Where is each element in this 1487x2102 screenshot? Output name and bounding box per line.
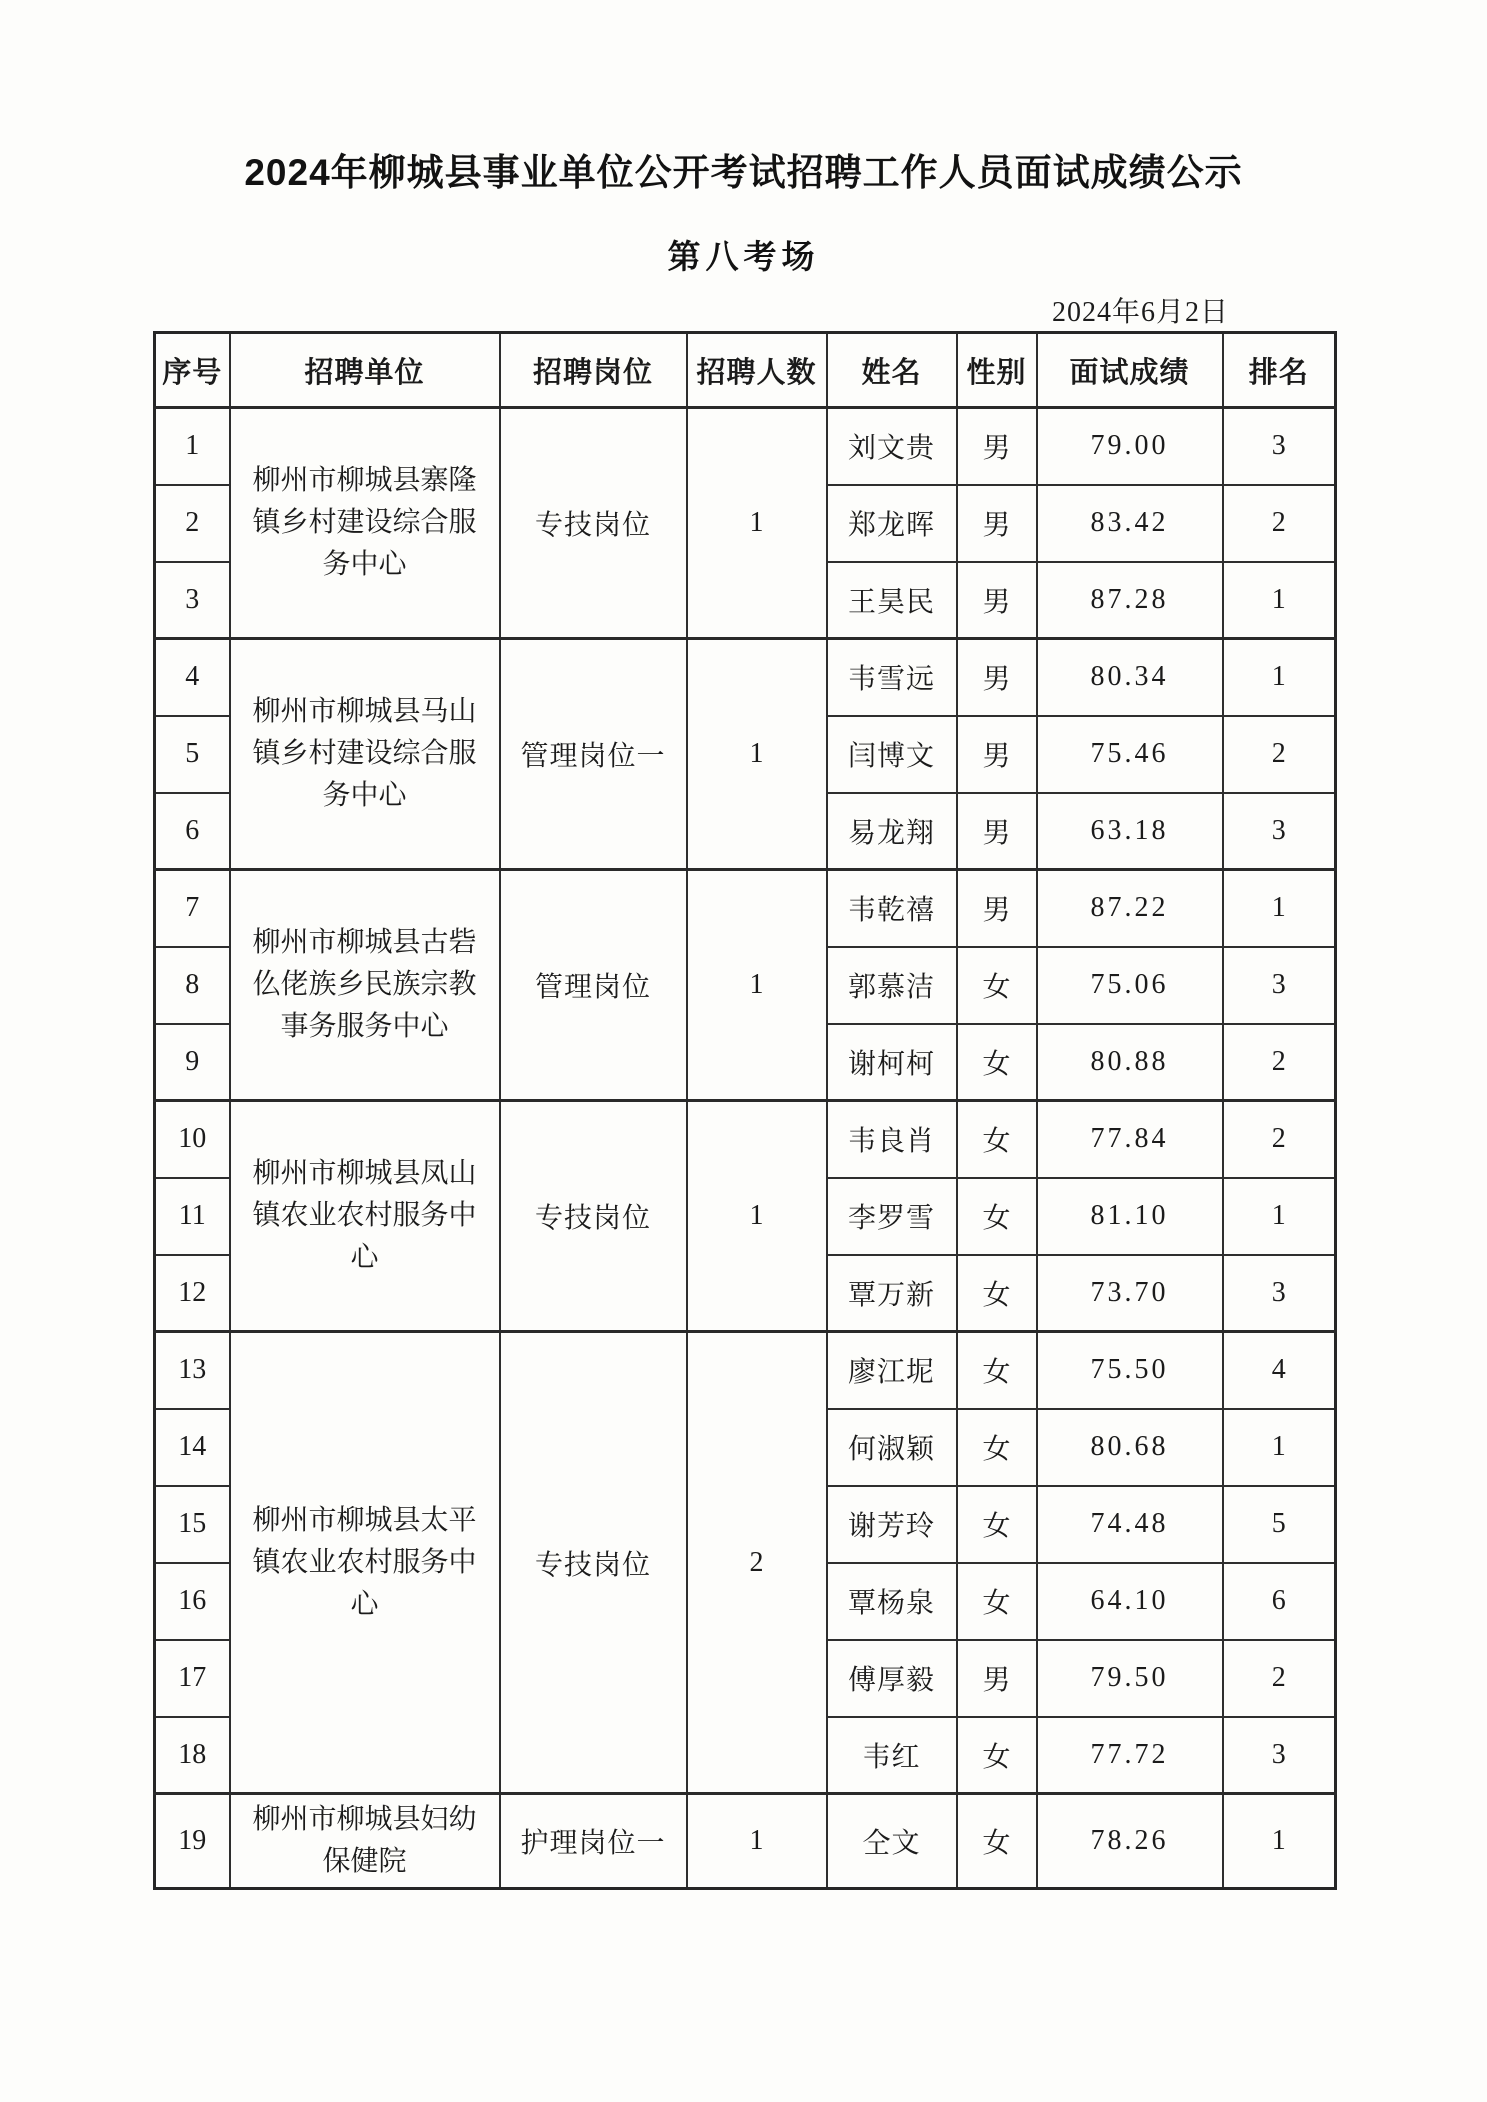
cell-score: 75.06 [1037, 947, 1223, 1024]
cell-score: 64.10 [1037, 1563, 1223, 1640]
cell-index: 15 [155, 1486, 230, 1563]
table-row [155, 639, 1336, 716]
cell-index: 13 [155, 1332, 230, 1409]
cell-gender: 女 [957, 1255, 1037, 1332]
cell-score: 78.26 [1037, 1794, 1223, 1889]
cell-rank: 3 [1223, 1255, 1336, 1332]
cell-name: 廖江坭 [827, 1332, 957, 1409]
cell-unit: 柳州市柳城县太平镇农业农村服务中心 [230, 1332, 500, 1794]
cell-gender: 男 [957, 485, 1037, 562]
col-header-position: 招聘岗位 [500, 333, 687, 408]
cell-gender: 女 [957, 1563, 1037, 1640]
cell-score: 75.46 [1037, 716, 1223, 793]
cell-name: 易龙翔 [827, 793, 957, 870]
cell-index: 19 [155, 1794, 230, 1889]
cell-quota: 1 [687, 408, 827, 639]
cell-unit: 柳州市柳城县古砦仫佬族乡民族宗教事务服务中心 [230, 870, 500, 1101]
cell-rank: 1 [1223, 1178, 1336, 1255]
cell-rank: 1 [1223, 1794, 1336, 1889]
cell-index: 11 [155, 1178, 230, 1255]
cell-gender: 男 [957, 639, 1037, 716]
exam-room-subtitle: 第八考场 [667, 238, 820, 275]
cell-unit: 柳州市柳城县凤山镇农业农村服务中心 [230, 1101, 500, 1332]
cell-quota: 2 [687, 1332, 827, 1794]
cell-index: 3 [155, 562, 230, 639]
header-row [155, 333, 1336, 408]
cell-rank: 1 [1223, 870, 1336, 947]
cell-name: 谢柯柯 [827, 1024, 957, 1101]
cell-rank: 1 [1223, 1409, 1336, 1486]
cell-index: 18 [155, 1717, 230, 1794]
cell-index: 9 [155, 1024, 230, 1101]
table-row [155, 408, 1336, 485]
cell-gender: 男 [957, 870, 1037, 947]
cell-index: 5 [155, 716, 230, 793]
cell-index: 4 [155, 639, 230, 716]
cell-quota: 1 [687, 1101, 827, 1332]
cell-name: 刘文贵 [827, 408, 957, 485]
cell-score: 73.70 [1037, 1255, 1223, 1332]
cell-name: 王昊民 [827, 562, 957, 639]
col-header-unit: 招聘单位 [230, 333, 500, 408]
cell-score: 80.34 [1037, 639, 1223, 716]
cell-gender: 男 [957, 1640, 1037, 1717]
cell-index: 1 [155, 408, 230, 485]
cell-name: 谢芳玲 [827, 1486, 957, 1563]
cell-gender: 男 [957, 408, 1037, 485]
col-header-name: 姓名 [827, 333, 957, 408]
cell-position: 管理岗位 [500, 870, 687, 1101]
cell-index: 16 [155, 1563, 230, 1640]
cell-rank: 2 [1223, 485, 1336, 562]
cell-rank: 4 [1223, 1332, 1336, 1409]
cell-gender: 女 [957, 1486, 1037, 1563]
cell-name: 郑龙晖 [827, 485, 957, 562]
cell-score: 77.72 [1037, 1717, 1223, 1794]
cell-score: 80.88 [1037, 1024, 1223, 1101]
cell-score: 83.42 [1037, 485, 1223, 562]
cell-gender: 女 [957, 947, 1037, 1024]
table-row [155, 1101, 1336, 1178]
cell-index: 12 [155, 1255, 230, 1332]
cell-index: 6 [155, 793, 230, 870]
cell-score: 74.48 [1037, 1486, 1223, 1563]
cell-name: 何淑颖 [827, 1409, 957, 1486]
cell-name: 李罗雪 [827, 1178, 957, 1255]
cell-index: 14 [155, 1409, 230, 1486]
cell-position: 管理岗位一 [500, 639, 687, 870]
cell-position: 护理岗位一 [500, 1794, 687, 1889]
cell-score: 80.68 [1037, 1409, 1223, 1486]
cell-rank: 3 [1223, 793, 1336, 870]
cell-name: 韦红 [827, 1717, 957, 1794]
publish-date: 2024年6月2日 [1051, 297, 1229, 328]
cell-name: 郭慕洁 [827, 947, 957, 1024]
col-header-rank: 排名 [1223, 333, 1336, 408]
col-header-score: 面试成绩 [1037, 333, 1223, 408]
cell-index: 8 [155, 947, 230, 1024]
cell-position: 专技岗位 [500, 1332, 687, 1794]
cell-name: 闫博文 [827, 716, 957, 793]
cell-gender: 男 [957, 716, 1037, 793]
cell-name: 韦乾禧 [827, 870, 957, 947]
cell-rank: 3 [1223, 408, 1336, 485]
cell-name: 覃万新 [827, 1255, 957, 1332]
cell-score: 87.28 [1037, 562, 1223, 639]
col-header-index: 序号 [155, 333, 230, 408]
cell-quota: 1 [687, 870, 827, 1101]
col-header-quota: 招聘人数 [687, 333, 827, 408]
cell-index: 10 [155, 1101, 230, 1178]
cell-gender: 女 [957, 1024, 1037, 1101]
cell-rank: 6 [1223, 1563, 1336, 1640]
cell-quota: 1 [687, 639, 827, 870]
page-title: 2024年柳城县事业单位公开考试招聘工作人员面试成绩公示 [244, 152, 1243, 193]
table-row [155, 1332, 1336, 1409]
table-row [155, 870, 1336, 947]
cell-score: 63.18 [1037, 793, 1223, 870]
cell-gender: 男 [957, 562, 1037, 639]
cell-rank: 2 [1223, 716, 1336, 793]
cell-name: 韦良肖 [827, 1101, 957, 1178]
table-row [155, 1794, 1336, 1889]
cell-gender: 女 [957, 1794, 1037, 1889]
cell-rank: 3 [1223, 1717, 1336, 1794]
cell-rank: 5 [1223, 1486, 1336, 1563]
cell-score: 75.50 [1037, 1332, 1223, 1409]
cell-gender: 女 [957, 1332, 1037, 1409]
cell-name: 仝文 [827, 1794, 957, 1889]
cell-gender: 男 [957, 793, 1037, 870]
cell-score: 79.00 [1037, 408, 1223, 485]
cell-unit: 柳州市柳城县马山镇乡村建设综合服务中心 [230, 639, 500, 870]
cell-rank: 1 [1223, 562, 1336, 639]
cell-position: 专技岗位 [500, 408, 687, 639]
cell-quota: 1 [687, 1794, 827, 1889]
cell-index: 2 [155, 485, 230, 562]
cell-unit: 柳州市柳城县寨隆镇乡村建设综合服务中心 [230, 408, 500, 639]
cell-gender: 女 [957, 1178, 1037, 1255]
cell-rank: 3 [1223, 947, 1336, 1024]
cell-score: 79.50 [1037, 1640, 1223, 1717]
cell-gender: 女 [957, 1717, 1037, 1794]
col-header-gender: 性别 [957, 333, 1037, 408]
cell-rank: 1 [1223, 639, 1336, 716]
cell-gender: 女 [957, 1101, 1037, 1178]
cell-name: 韦雪远 [827, 639, 957, 716]
cell-gender: 女 [957, 1409, 1037, 1486]
cell-name: 覃杨泉 [827, 1563, 957, 1640]
cell-name: 傅厚毅 [827, 1640, 957, 1717]
cell-rank: 2 [1223, 1640, 1336, 1717]
interview-results-table [153, 331, 1337, 1890]
cell-rank: 2 [1223, 1024, 1336, 1101]
cell-score: 77.84 [1037, 1101, 1223, 1178]
cell-score: 87.22 [1037, 870, 1223, 947]
cell-unit: 柳州市柳城县妇幼保健院 [230, 1794, 500, 1889]
cell-index: 17 [155, 1640, 230, 1717]
cell-rank: 2 [1223, 1101, 1336, 1178]
cell-position: 专技岗位 [500, 1101, 687, 1332]
cell-score: 81.10 [1037, 1178, 1223, 1255]
cell-index: 7 [155, 870, 230, 947]
